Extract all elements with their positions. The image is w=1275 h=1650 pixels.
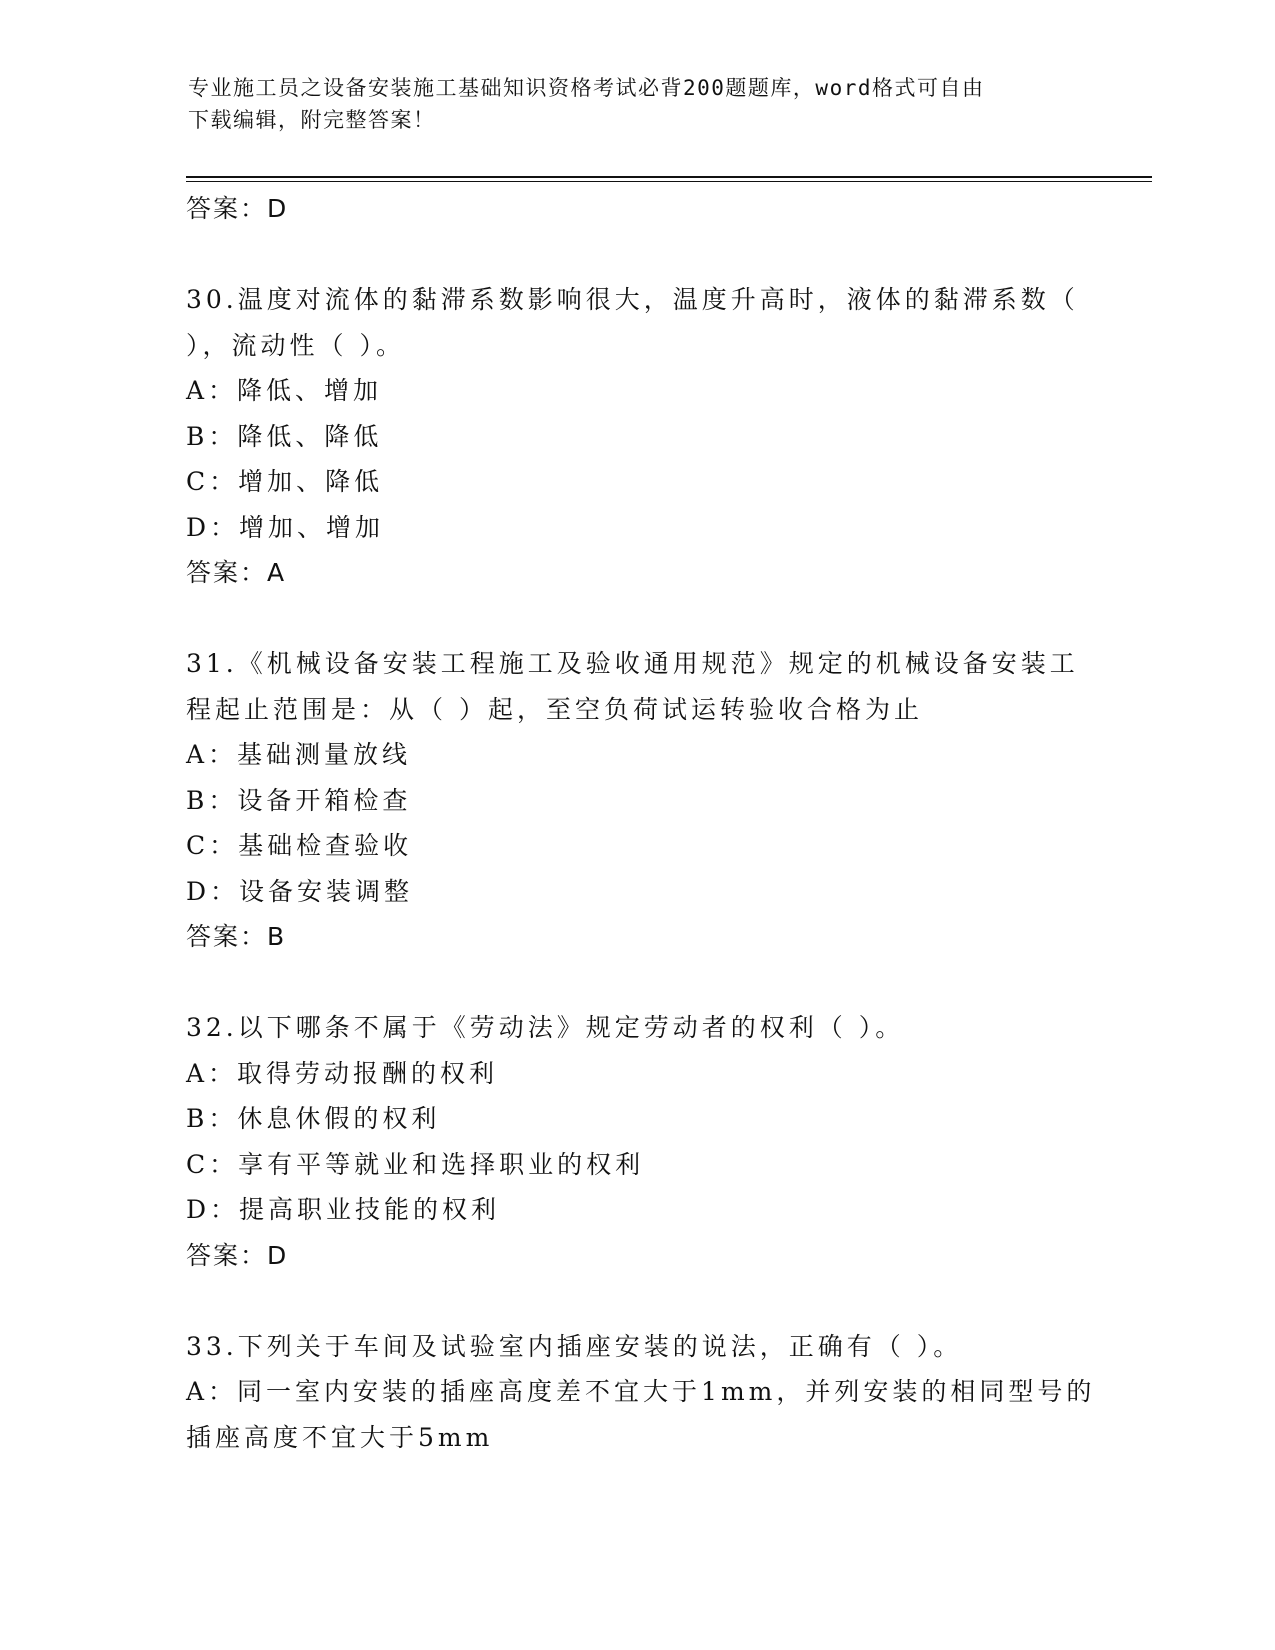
header-divider-thin [186,181,1152,182]
spacer [186,960,1086,1006]
option-b: B：休息休假的权利 [186,1104,441,1133]
question-stem: 32.以下哪条不属于《劳动法》规定劳动者的权利（ ）。 [186,1013,905,1042]
spacer [186,1278,1086,1324]
question-stem: 31.《机械设备安装工程施工及验收通用规范》规定的机械设备安装工 [186,649,1079,678]
answer: 答案：B [186,922,287,951]
option-a: A：降低、增加 [186,376,383,405]
answer: 答案：A [186,558,287,587]
option-c: C：基础检查验收 [186,831,413,860]
header-title-line2: 下载编辑，附完整答案！ [188,108,436,132]
previous-answer: 答案：D [186,194,289,223]
option-c: C：享有平等就业和选择职业的权利 [186,1149,645,1179]
option-b: B：降低、降低 [186,421,383,451]
option-d: D：设备安装调整 [186,876,414,906]
question-32 [186,1005,1086,1278]
question-30 [186,277,1086,596]
spacer [186,596,1086,642]
option-a: A：同一室内安装的插座高度差不宜大于1mm，并列安装的相同型号的 [186,1377,1096,1406]
question-stem: ），流动性（ ）。 [186,330,405,360]
question-stem: 程起止范围是：从（ ）起，至空负荷试运转验收合格为止 [186,694,923,724]
header-divider-thick [186,176,1152,178]
question-33 [186,1324,1096,1461]
question-stem: 33.下列关于车间及试验室内插座安装的说法，正确有（ ）。 [186,1331,963,1361]
option-a-continued: 插座高度不宜大于5mm [186,1422,494,1452]
option-d: D：增加、增加 [186,512,385,542]
question-list [186,186,1096,1460]
header-title-line1: 专业施工员之设备安装施工基础知识资格考试必背200题题库，word格式可自由 [188,76,985,100]
option-c: C：增加、降低 [186,467,384,496]
option-a: A：取得劳动报酬的权利 [186,1058,499,1088]
answer: 答案：D [186,1240,289,1270]
question-31 [186,641,1086,960]
spacer [186,232,1086,278]
option-a: A：基础测量放线 [186,740,412,769]
page-header [188,72,1088,136]
option-d: D：提高职业技能的权利 [186,1195,501,1224]
question-stem: 30.温度对流体的黏滞系数影响很大，温度升高时，液体的黏滞系数（ [186,285,1079,314]
option-b: B：设备开箱检查 [186,785,412,815]
